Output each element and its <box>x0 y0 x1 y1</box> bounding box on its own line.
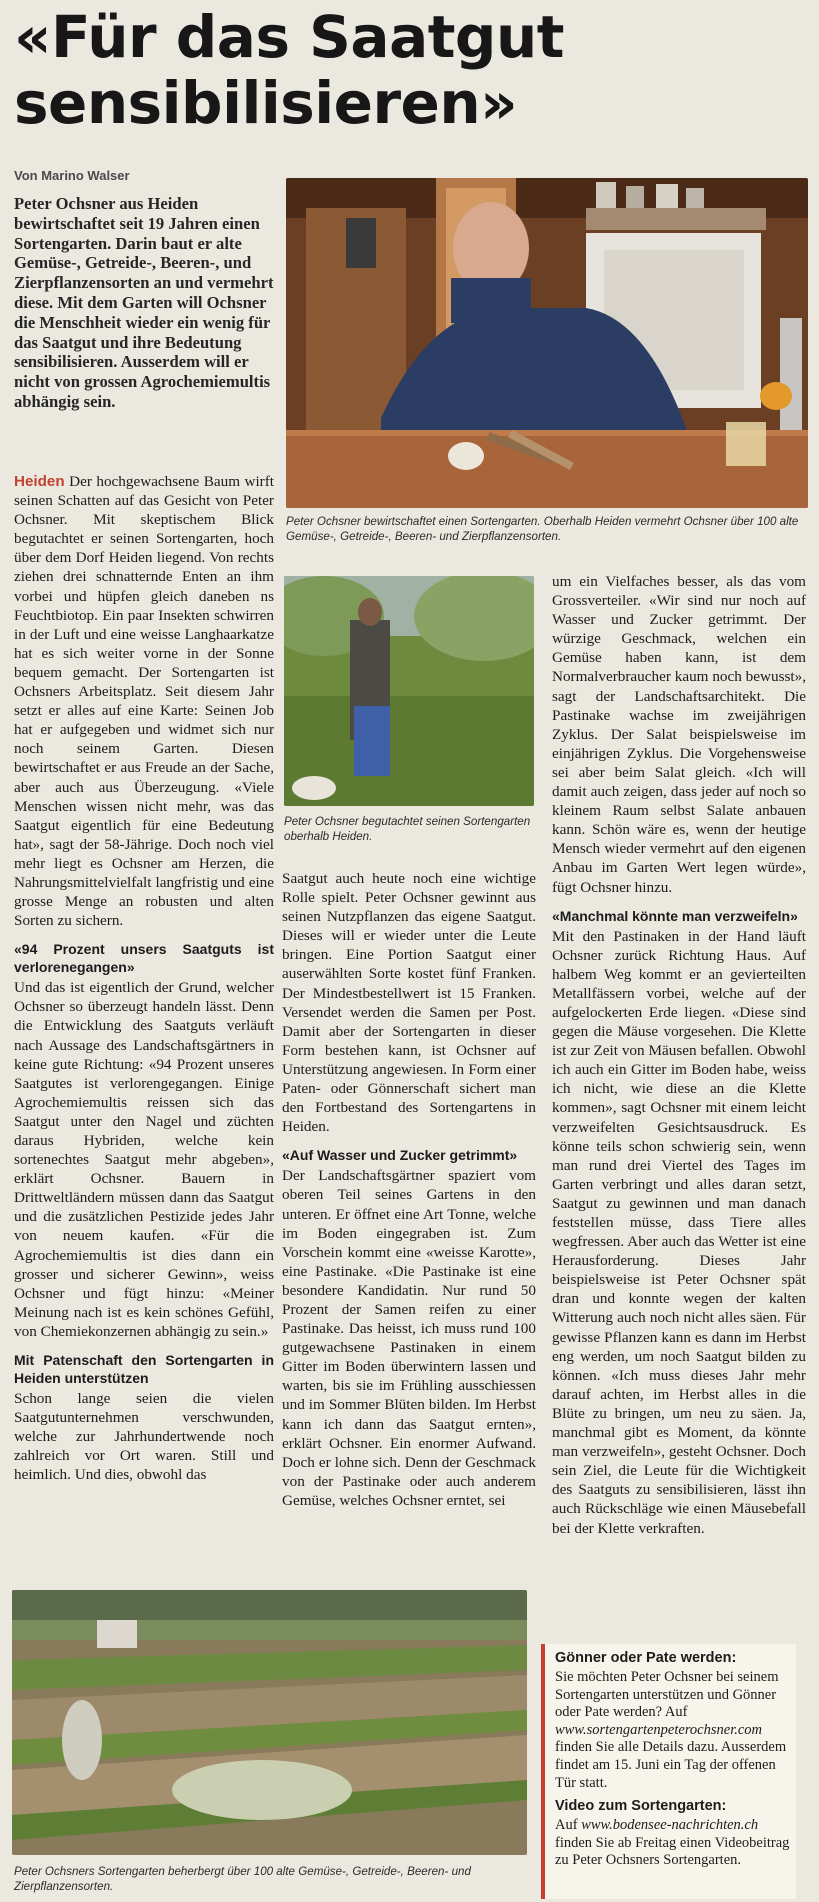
info-box-text-1b: finden Sie alle Details dazu. Ausserdem findet am 15. Juni ein Tag der offenen Tür statt. <box>555 1739 787 1791</box>
col2-paragraph-1: Saatgut auch heute noch eine wichtige Rolle spielt. Peter Ochsner gewinnt aus seinen Nutzpflanzen das eigene Saatgut. Dieses will er wieder unter die Leute bringen. Eine Portion Saatgut einer auserwählten Sorte kostet fünf Franken. Der Mindestbestellwert ist 15 Franken. Versendet werden die Samen per Post. Damit aber der Sortengarten in dieser Form bestehen kann, ist Ochsner auf Unterstützung angewiesen. In Form einer Paten- oder Gönnerschaft sichert man den Fortbestand des Sortengartens in Heiden. <box>282 870 536 1136</box>
info-box-title-1: Gönner oder Pate werden: <box>555 1650 737 1666</box>
info-box-text-2 <box>555 1817 790 1870</box>
column-3 <box>552 572 806 1538</box>
lead-paragraph: Peter Ochsner aus Heiden bewirtschaftet seit 19 Jahren einen Sortengarten. Darin baut er alte Gemüse-, Getreide-, Beeren-, und Zierpflanzensorten an und vermehrt diese. Mit dem Garten will Ochsner die Menschheit wieder ein wenig für das Saatgut und ihre Bedeutung sensibilisieren. Ausserdem will er nicht von grossen Agrochemiemultis abhängig sein. <box>14 194 274 411</box>
info-box <box>541 1644 796 1899</box>
info-box-text-1a: Sie möchten Peter Ochsner bei seinem Sortengarten unterstützen und Gönner oder Pate werden? Auf <box>555 1669 779 1721</box>
info-box-text-2a: Auf <box>555 1817 578 1834</box>
col2-paragraph-2: Der Landschaftsgärtner spaziert vom oberen Teil seines Gartens in den unteren. Er öffnet eine Art Tonne, welche im Boden eingegraben ist. Zum Vorschein kommt eine «weisse Karotte», eine Pastinake. «Die Pastinake ist eine besondere Kandidatin. Nur rund 50 Prozent der Samen reifen zu einer Pastinake. Das heisst, ich muss rund 100 gutgewachsene Pastinaken in einem Gitter im Boden überwintern lassen und warten, bis sie im Frühling ausschiessen und im Sommer Blüten bilden. Im Herbst kann ich dann das Saatgut ernten», erklärt Ochsner. Ein enormer Aufwand. Doch er lohne sich. Denn der Geschmack von der Pastinake oder auch anderem Gemüse, welches Ochsner erntet, sei <box>282 1167 536 1509</box>
col3-paragraph-1: um ein Vielfaches besser, als das vom Grossverteiler. «Wir sind nur noch auf Wasser und Zucker getrimmt. Der würzige Geschmack, welchen ein Gemüse haben kann, ist dem Normalverbraucher kaum noch bewusst», sagt der Landschaftsarchitekt. Die Pastinake wachse im zweijährigen Zyklus. Der Salat beispielsweise im einjährigen Zyklus. Die Vorgehensweise sei aber beim Salat gleich. «Ich will damit auch zeigen, dass jeder auf noch so kleinem Raum selbst Salate anbauen kann. Schön wäre es, wenn der heutige Mensch wieder vermehrt auf den eigenen Anbau im Garten Wert legen würde», fügt Ochsner hinzu. <box>552 573 806 896</box>
kitchen-photo-image <box>286 178 808 508</box>
col1-paragraph-1 <box>14 472 274 930</box>
column-1 <box>14 472 274 1485</box>
dateline: Heiden <box>14 473 65 490</box>
caption-top-photo: Peter Ochsner bewirtschaftet einen Sortengarten. Oberhalb Heiden vermehrt Ochsner über 100 alte Gemüse-, Getreide-, Beeren- und Zierpflanzensorten. <box>286 515 799 543</box>
garden-beds-image <box>12 1590 527 1855</box>
headline: «Für das Saatgut sensibilisieren» <box>14 3 564 137</box>
garden-portrait-image <box>284 576 534 806</box>
col3-paragraph-2: Mit den Pastinaken in der Hand läuft Ochsner zurück Richtung Haus. Auf halbem Weg kommt er an gevierteilten Metallfässern vorbei, welche auf der aufgelockerten Erde liegen. «Diese sind gegen die Mäuse vorgesehen. Die Klette ist zur Zeit von Mäusen befallen. Obwohl ich auch ein Gitter im Boden habe, weiss ich nicht, wie diese an die Klette kommen», sagt Ochsner mit einem leicht verzweifelten Gesichtsausdruck. Es könne teils schon schwierig sein, wenn man rund drei Viertel des Tages im Garten verbringt und alles daran setzt, Saatgut zu gewinnen und man danach feststellen müsse, dass Tiere alles wegfressen. Aber auch das Wetter ist eine Herausforderung. Dieses Jahr beispielsweise ist Peter Ochsner spät dran und konnte wegen der kalten Witterung auch noch nicht alles säen. Für gewisse Pflanzen kann es dann im Herbst eng werden, um noch Saatgut bilden zu können. «Ich muss dieses Jahr mehr darauf achten, im Herbst alles in die Blüte zu bringen, um neu zu säen. Ja, manchmal gibt es Moment, da könnte man verzweifeln», gesteht Ochsner. Doch sein Ziel, die Leute für die Wichtigkeit des Saatguts zu sensibilisieren, lässt ihn auch Rückschläge wie einen Mäusebefall bei der Klette verkraften. <box>552 927 806 1537</box>
photo-kitchen <box>286 178 808 508</box>
col1-text-1: Der hochgewachsene Baum wirft seinen Schatten auf das Gesicht von Peter Ochsner. Mit skeptischem Blick begutachtet er seinen Sortengarten, hoch über dem Dorf Heiden liegend. Von rechts ziehen drei schnatternde Enten an ihm vorbei und hüpfen gleich daneben ns Feuchtbiotop. Ein paar Insekten schwirren in der Luft und eine weisse Langhaarkatze hat es sich weiter vorne in der Sonne bequem gemacht. Der Sortengarten ist Ochsners Arbeitsplatz. Seit diesem Jahr setzt er alles auf eine Karte: Seinen Job hat er aufgegeben und widmet sich nur noch seinem Garten. Diesen bewirtschaftet er aus Freude an der Sache, aber auch aus Überzeugung. «Viele Menschen wissen nicht mehr, was das Saatgut eigentlich für eine Bedeutung hat», sagt der 58-Jährige. Doch noch viel mehr liegt es Ochsner am Herzen, die Nahrungsmittelvielfalt langfristig und eine grosse Menge an robusten und alten Sorten zu sichern. <box>14 473 275 930</box>
info-box-title-2: Video zum Sortengarten: <box>555 1798 727 1815</box>
col1-subhead-1: «94 Prozent unsers Saatguts ist verlorenegangen» <box>14 941 274 976</box>
sponsorship-website-link[interactable]: www.sortengartenpeterochsner.com <box>555 1721 763 1738</box>
caption-middle-photo: Peter Ochsner begutachtet seinen Sortengarten oberhalb Heiden. <box>284 815 531 843</box>
col1-paragraph-2: Und das ist eigentlich der Grund, welcher Ochsner so überzeugt handeln lässt. Denn die Entwicklung des Saatguts verläuft nach Aussage des Landschaftsgärtners in keine gute Richtung: «94 Prozent unseres Saatgutes ist verlorengegangen. Einige Agrochemiemultis reissen sich das Saatgut unter den Nagel und züchten daraus Hybriden, welche kein sortenechtes Saatgut mehr abgeben», erklärt Ochsner. Bauern in Drittweltländern müssen dann das Saatgut und die zusätzlichen Pestizide jedes Jahr von neuem kaufen. «Für die Agrochemiemultis ist dies dann ein grosser und sicherer Gewinn», weiss Ochsner und fügt hinzu: «Meiner Meinung nach ist es kein schönes Gefühl, von Chemiekonzernen abhängig zu sein.» <box>14 979 274 1340</box>
photo-garden-portrait <box>284 576 534 806</box>
photo-garden-beds <box>12 1590 527 1855</box>
column-2 <box>282 869 536 1510</box>
caption-bottom-photo: Peter Ochsners Sortengarten beherbergt über 100 alte Gemüse-, Getreide-, Beeren- und Zierpflanzensorten. <box>14 1865 471 1893</box>
info-box-text-2b: finden Sie ab Freitag einen Videobeitrag zu Peter Ochsners Sortengarten. <box>555 1834 790 1869</box>
col2-subhead-1: «Auf Wasser und Zucker getrimmt» <box>282 1147 518 1164</box>
col1-paragraph-3: Schon lange seien die vielen Saatgutunternehmen verschwunden, welche zur Jahrhundertwende noch zahlreich vor Ort waren. Still und heimlich. Und dies, obwohl das <box>14 1390 274 1484</box>
col1-subhead-2: Mit Patenschaft den Sortengarten in Heiden unterstützen <box>14 1352 274 1387</box>
info-box-text-1 <box>555 1669 790 1792</box>
video-website-link[interactable]: www.bodensee-nachrichten.ch <box>581 1817 759 1834</box>
col3-subhead-1: «Manchmal könnte man verzweifeln» <box>552 907 798 924</box>
author-byline: Von Marino Walser <box>14 168 130 183</box>
